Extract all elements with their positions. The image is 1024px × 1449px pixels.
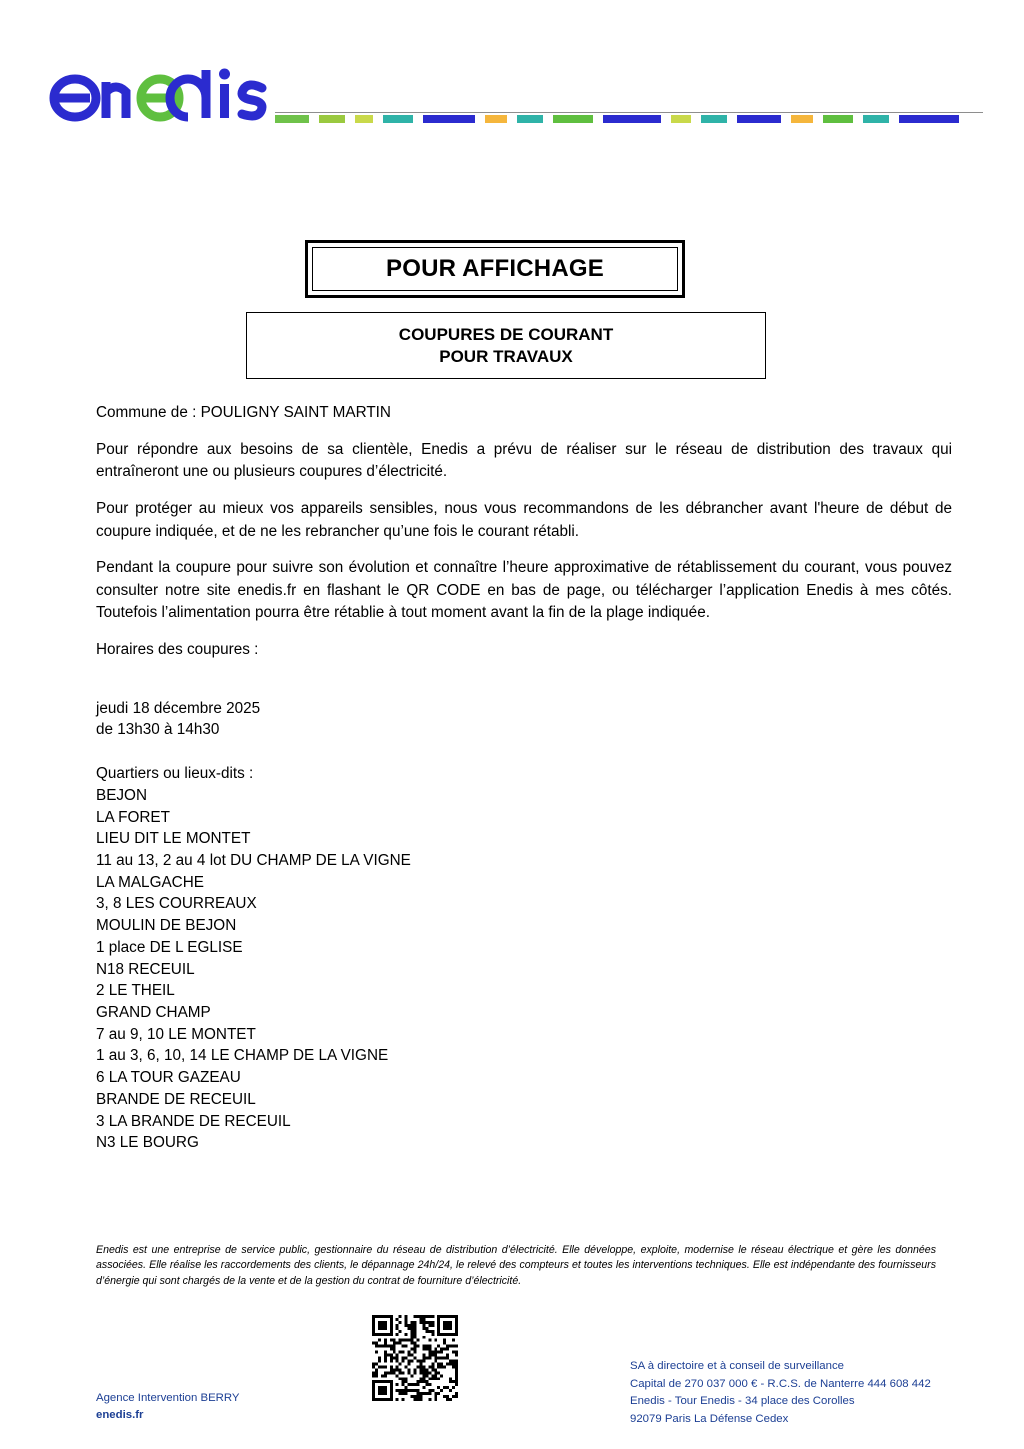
schedule-time: de 13h30 à 14h30: [96, 721, 220, 739]
districts-list: [96, 785, 952, 1154]
subject-line-1: COUPURES DE COURANT: [398, 324, 614, 344]
district-item: 1 au 3, 6, 10, 14 LE CHAMP DE LA VIGNE: [96, 1047, 389, 1065]
color-bar-segment: [737, 115, 781, 123]
color-bar-segment: [383, 115, 413, 123]
district-item: 11 au 13, 2 au 4 lot DU CHAMP DE LA VIGNE: [96, 851, 411, 869]
subject-box: [246, 312, 766, 379]
color-bar-segment: [791, 115, 813, 123]
company-line-4: 92079 Paris La Défense Cedex: [630, 1413, 789, 1426]
color-bar-segment: [275, 115, 309, 123]
display-banner-text: POUR AFFICHAGE: [386, 255, 604, 282]
gap-1: [96, 676, 952, 698]
district-item: LIEU DIT LE MONTET: [96, 830, 251, 848]
district-item: 3 LA BRANDE DE RECEUIL: [96, 1112, 291, 1130]
subject-line-2: POUR TRAVAUX: [439, 346, 573, 366]
color-bar-segment: [603, 115, 661, 123]
color-bar-segment: [553, 115, 593, 123]
gap-2: [96, 741, 952, 763]
company-info: [630, 1358, 931, 1429]
district-item: BEJON: [96, 786, 147, 804]
district-item: BRANDE DE RECEUIL: [96, 1090, 256, 1108]
district-item: GRAND CHAMP: [96, 1003, 211, 1021]
paragraph-1: Pour répondre aux besoins de sa clientèle, Enedis a prévu de réaliser sur le réseau de distribution des travaux qui entraîneront une ou plusieurs coupures d’électricité.: [96, 440, 952, 481]
header-rule: [275, 112, 983, 113]
districts-label: Quartiers ou lieux-dits :: [96, 765, 254, 783]
color-bar-segment: [355, 115, 373, 123]
paragraph-3: Pendant la coupure pour suivre son évolution et connaître l’heure approximative de rétablissement du courant, vous pouvez consulter notre site enedis.fr en flashant le QR CODE en bas de page, ou télécharger l’application Enedis à mes côtés. Toutefois l’alimentation pourra être rétablie à tout moment avant la fin de la plage indiquée.: [96, 559, 952, 622]
legal-notice: Enedis est une entreprise de service public, gestionnaire du réseau de distribution d’électricité. Elle développe, exploite, modernise le réseau électrique et gère les données associées. Elle réalise les raccordements des clients, le dépannage 24h/24, le relevé des compteurs et toutes les interventions techniques. Elle est indépendante des fournisseurs d’énergie qui sont chargés de la vente et de la gestion du contrat de fourniture d’électricité.: [96, 1244, 936, 1287]
district-item: 3, 8 LES COURREAUX: [96, 895, 257, 913]
display-banner-box: [305, 240, 685, 298]
company-line-2: Capital de 270 037 000 € - R.C.S. de Nanterre 444 608 442: [630, 1377, 931, 1390]
display-banner-inner: [312, 247, 678, 291]
district-item: LA MALGACHE: [96, 873, 204, 891]
color-bar-segment: [701, 115, 727, 123]
commune-line: Commune de : POULIGNY SAINT MARTIN: [96, 404, 391, 421]
company-line-3: Enedis - Tour Enedis - 34 place des Corolles: [630, 1395, 855, 1408]
color-bar-segment: [423, 115, 475, 123]
schedule-date: jeudi 18 décembre 2025: [96, 699, 261, 717]
color-bar-segment: [823, 115, 853, 123]
paragraph-2: Pour protéger au mieux vos appareils sensibles, nous vous recommandons de les débrancher avant l'heure de début de coupure indiquée, et de ne les rebrancher qu’une fois le courant rétabli.: [96, 499, 952, 540]
document-body: [96, 402, 952, 1154]
schedule-label: Horaires des coupures :: [96, 641, 259, 658]
schedule-block: [96, 698, 952, 741]
district-item: 1 place DE L EGLISE: [96, 938, 243, 956]
district-item: MOULIN DE BEJON: [96, 917, 237, 935]
page-header: [0, 68, 1024, 138]
district-item: LA FORET: [96, 808, 170, 826]
agency-name: Agence Intervention BERRY: [96, 1392, 240, 1404]
district-item: 2 LE THEIL: [96, 982, 175, 1000]
qr-code[interactable]: [372, 1315, 458, 1401]
district-item: 6 LA TOUR GAZEAU: [96, 1069, 241, 1087]
districts-block: [96, 763, 952, 1154]
agency-info: [96, 1390, 240, 1424]
district-item: N18 RECEUIL: [96, 960, 195, 978]
district-item: 7 au 9, 10 LE MONTET: [96, 1025, 256, 1043]
color-bar-segment: [319, 115, 345, 123]
header-color-bar: [275, 115, 983, 123]
color-bar-segment: [671, 115, 691, 123]
enedis-logo: [48, 68, 268, 126]
company-line-1: SA à directoire et à conseil de surveillance: [630, 1360, 845, 1372]
agency-website[interactable]: enedis.fr: [96, 1409, 144, 1422]
color-bar-segment: [485, 115, 507, 123]
color-bar-segment: [517, 115, 543, 123]
color-bar-segment: [899, 115, 959, 123]
district-item: N3 LE BOURG: [96, 1134, 199, 1152]
color-bar-segment: [863, 115, 889, 123]
